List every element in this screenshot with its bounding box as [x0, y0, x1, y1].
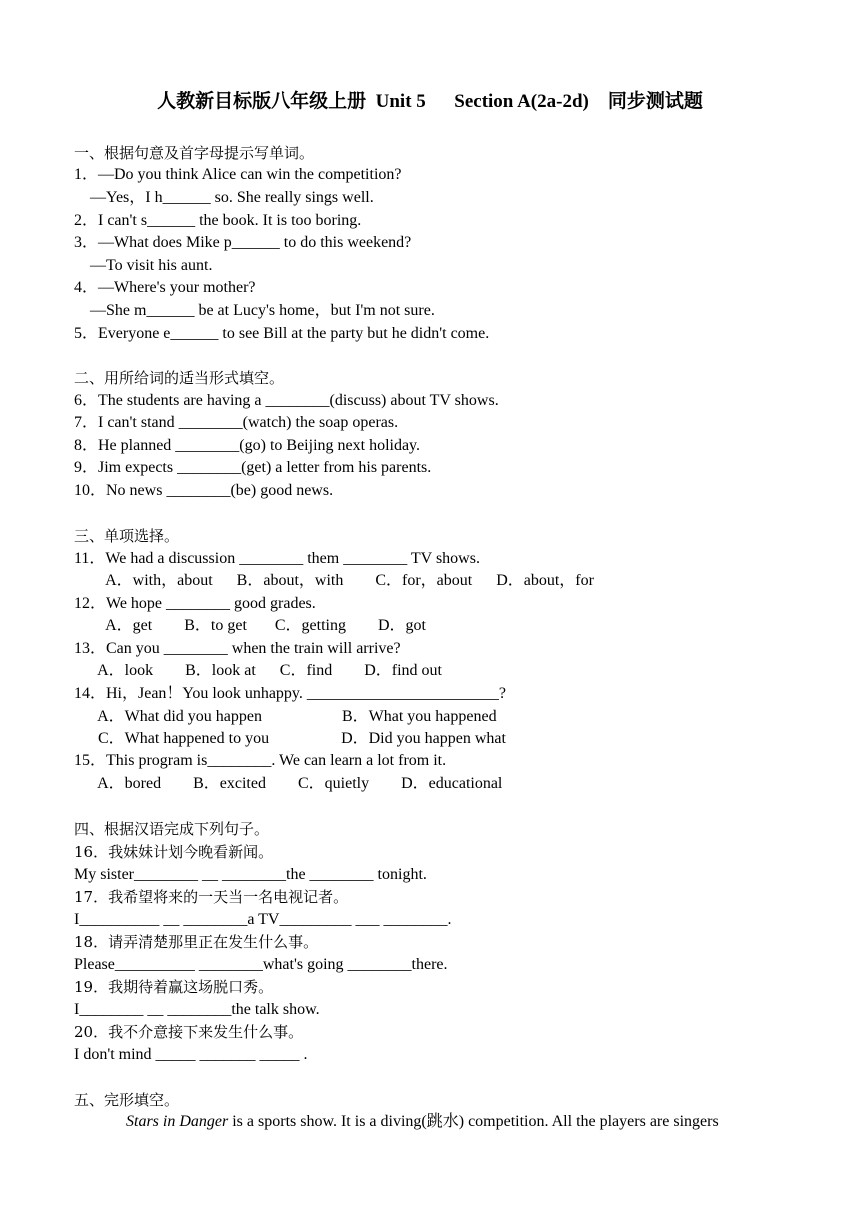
question-line: 3．—What does Mike p______ to do this weekend?: [74, 234, 412, 251]
passage-text: is a sports show. It is a diving(跳水) competition. All the players are singers: [228, 1113, 719, 1130]
answer-line: I don't mind _____ _______ _____ .: [74, 1046, 308, 1063]
question-line: —To visit his aunt.: [74, 257, 213, 274]
question-line: 12．We hope ________ good grades.: [74, 595, 316, 612]
passage-show-title: Stars in Danger: [126, 1113, 229, 1130]
answer-line: My sister________ __ ________the ________ tonight.: [74, 866, 427, 883]
question-line: 10．No news ________(be) good news.: [74, 482, 334, 499]
question-line: 1．—Do you think Alice can win the competition?: [74, 166, 402, 183]
question-line: 17．我希望将来的一天当一名电视记者。: [74, 888, 349, 906]
answer-line: I________ __ ________the talk show.: [74, 1001, 320, 1018]
question-line: 18．请弄清楚那里正在发生什么事。: [74, 933, 319, 951]
question-line: 6．The students are having a ________(discuss) about TV shows.: [74, 392, 499, 409]
section1-heading: 一、根据句意及首字母提示写单词。: [74, 144, 315, 162]
question-line: 9．Jim expects ________(get) a letter from his parents.: [74, 459, 432, 476]
question-line: 15．This program is________. We can learn a lot from it.: [74, 752, 447, 769]
question-line: 14．Hi，Jean！You look unhappy. ________________________?: [74, 685, 506, 702]
section4-heading: 四、根据汉语完成下列句子。: [74, 820, 270, 838]
options-line: A．get B．to get C．getting D．got: [74, 617, 426, 634]
question-line: —She m______ be at Lucy's home，but I'm not sure.: [74, 302, 435, 319]
question-line: 11．We had a discussion ________ them ________ TV shows.: [74, 550, 480, 567]
section5-heading: 五、完形填空。: [74, 1091, 180, 1109]
question-line: 4．—Where's your mother?: [74, 279, 256, 296]
answer-line: Please__________ ________what's going ________there.: [74, 956, 448, 973]
question-line: 8．He planned ________(go) to Beijing next holiday.: [74, 437, 421, 454]
question-line: 13．Can you ________ when the train will arrive?: [74, 640, 401, 657]
options-line: A．with，about B．about，with C．for，about D．about，for: [74, 572, 594, 589]
page-title: 人教新目标版八年级上册 Unit 5 Section A(2a-2d) 同步测试题: [157, 91, 703, 112]
question-line: 5．Everyone e______ to see Bill at the party but he didn't come.: [74, 325, 490, 342]
passage-line: [126, 1112, 719, 1132]
options-line: A．bored B．excited C．quietly D．educational: [74, 775, 503, 792]
question-line: 16．我妹妹计划今晚看新闻。: [74, 843, 274, 861]
section2-heading: 二、用所给词的适当形式填空。: [74, 369, 285, 387]
question-line: —Yes，I h______ so. She really sings well.: [74, 189, 374, 206]
answer-line: I__________ __ ________a TV_________ ___ ________.: [74, 911, 452, 928]
options-line: C．What happened to you D．Did you happen what: [74, 730, 506, 747]
question-line: 19．我期待着赢这场脱口秀。: [74, 978, 274, 996]
section3-heading: 三、单项选择。: [74, 527, 180, 545]
question-line: 7．I can't stand ________(watch) the soap operas.: [74, 414, 399, 431]
options-line: A．look B．look at C．find D．find out: [74, 662, 443, 679]
question-line: 2．I can't s______ the book. It is too boring.: [74, 212, 362, 229]
options-line: A．What did you happen B．What you happened: [74, 708, 497, 725]
question-line: 20．我不介意接下来发生什么事。: [74, 1023, 304, 1041]
